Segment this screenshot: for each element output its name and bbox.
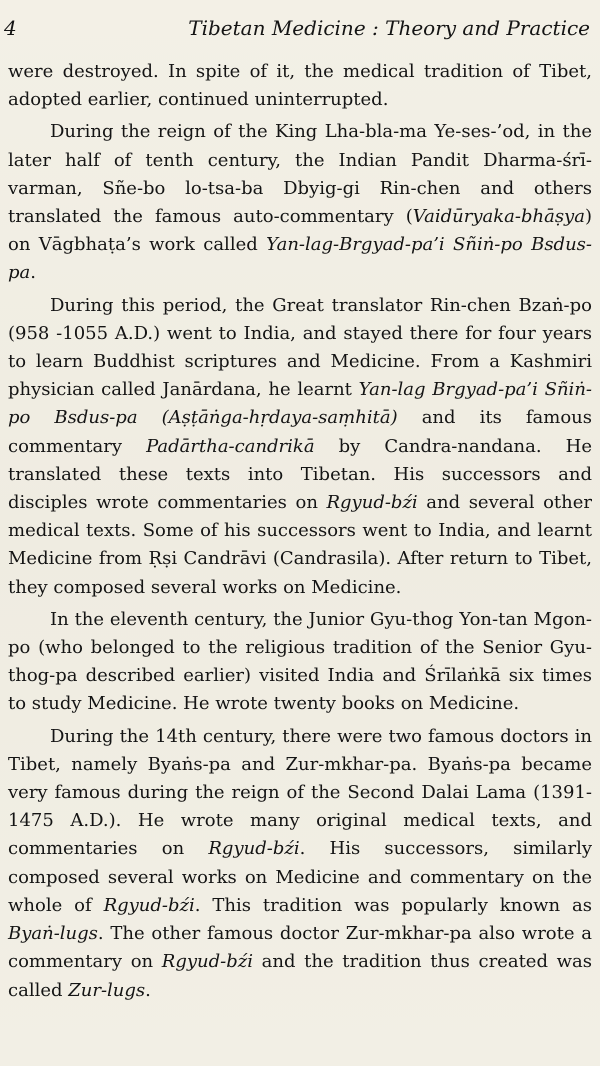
- paragraph-text: In the eleventh century, the Junior Gyu-thog Yon-tan Mgon-po (who belonged to the religious tradition of the Senior Gyu-thog-pa described earlier) visited India and Śrīlaṅkā six times to study Medicine. He wrote twenty books on Medicine.: [8, 608, 592, 715]
- italic-title: Zur-lugs: [68, 979, 146, 1001]
- page-header: [0, 8, 600, 48]
- body-text: [8, 58, 592, 1005]
- running-head: Tibetan Medicine : Theory and Practice: [188, 16, 590, 40]
- italic-title: Rgyud-bźi: [326, 492, 418, 514]
- paragraph: [8, 58, 592, 114]
- paragraph: [8, 723, 592, 1005]
- paragraph-text: . This tradition was popularly known as: [194, 894, 592, 916]
- paragraph-text: During the reign of the King Lha-bla-ma Ye-ses-’od, in the later half of tenth century, the Indian Pandit Dharma-śrī-varman, Sñe-bo lo-tsa-ba Dbyig-gi Rin-chen and others translated the famous auto-commentary (: [8, 121, 592, 228]
- paragraph-text: . His successors, similarly composed several works on Medicine and commentary on the whole of: [8, 838, 593, 916]
- italic-title: Yan-lag-Brgyad-pa’i Sñiṅ-po Bsdus-pa: [8, 234, 592, 284]
- paragraph: [8, 606, 592, 719]
- italic-title: Yan-lag Brgyad-pa’i Sñiṅ-po Bsdus-pa (Aṣṭāṅga-hṛdaya-saṃhitā): [8, 379, 592, 429]
- paragraph-text: and several other medical texts. Some of his successors went to India, and learnt Medicine from Ṛṣi Candrāvi (Candrasila). After return to Tibet, they composed several works on Medicine.: [8, 492, 592, 598]
- paragraph-text: by Candra-nandana. He translated these texts into Tibetan. His successors and disciples wrote commentaries on: [8, 435, 592, 514]
- paragraph-text: and the tradition thus created was called: [8, 951, 592, 1001]
- paragraph-text: ) on Vāgbhaṭa’s work called: [8, 206, 592, 256]
- paragraph-text: .: [145, 979, 151, 1001]
- paragraph: [8, 118, 592, 287]
- paragraph-text: During the 14th century, there were two famous doctors in Tibet, namely Byaṅs-pa and Zur-mkhar-pa. Byaṅs-pa became very famous during the reign of the Second Dalai Lama (1391-1475 A.D.). He wrote many original medical texts, and commentaries on: [8, 725, 592, 860]
- paragraph: [8, 292, 592, 602]
- paragraph-text: were destroyed. In spite of it, the medical tradition of Tibet, adopted earlier, continued uninterrupted.: [8, 61, 592, 111]
- paragraph-text: .: [30, 262, 36, 284]
- italic-title: Rgyud-bźi: [208, 838, 300, 860]
- page-number: 4: [4, 16, 17, 40]
- italic-title: Vaidūryaka-bhāṣya: [412, 206, 585, 228]
- paragraph-text: During this period, the Great translator Rin-chen Bzaṅ-po (958 -1055 A.D.) went to India, and stayed there for four years to learn Buddhist scriptures and Medicine. From a Kashmiri physician called Janārdana, he learnt: [8, 294, 592, 401]
- paragraph-text: and its famous commentary: [8, 407, 592, 457]
- italic-title: Rgyud-bźi: [103, 894, 195, 916]
- italic-title: Byaṅ-lugs: [8, 923, 98, 945]
- paragraph-text: . The other famous doctor Zur-mkhar-pa also wrote a commentary on: [8, 923, 592, 973]
- italic-title: Rgyud-bźi: [161, 951, 253, 973]
- italic-title: Padārtha-candrikā: [146, 435, 315, 457]
